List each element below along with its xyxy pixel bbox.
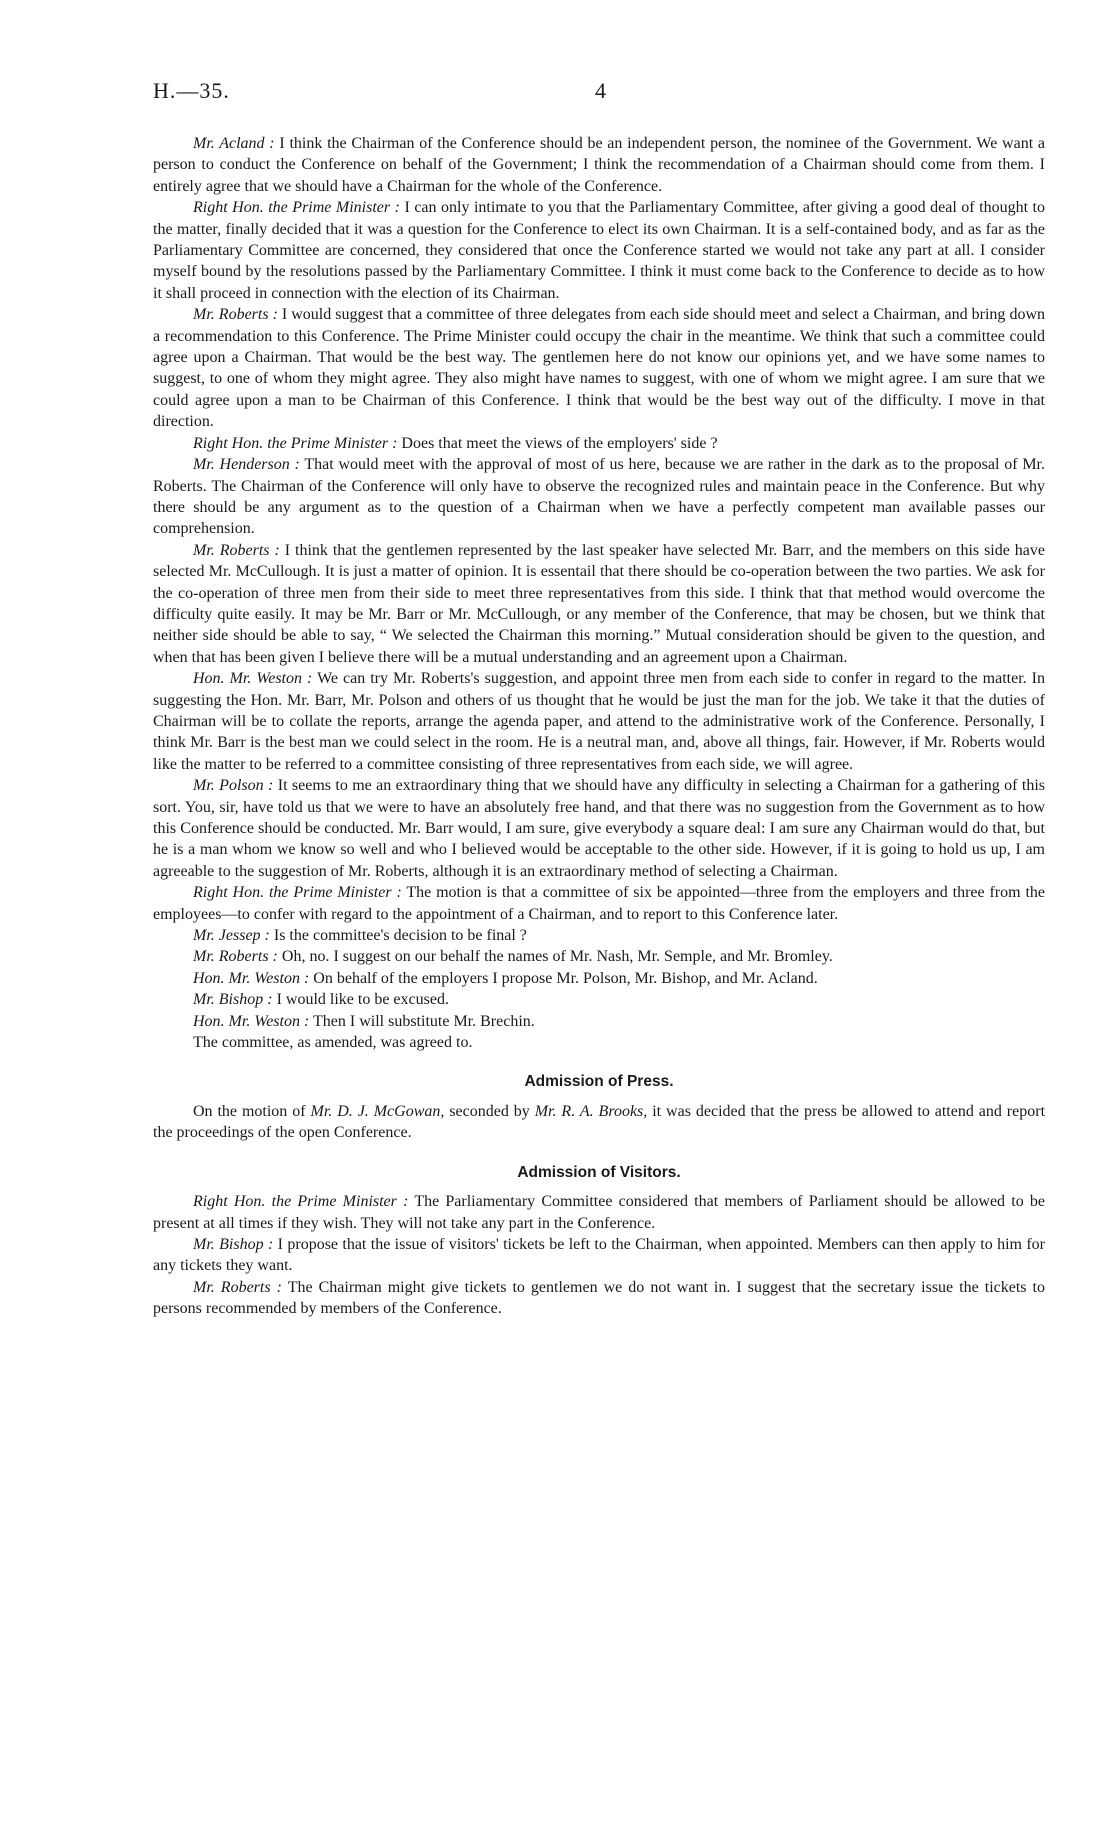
paragraph	[153, 968, 1045, 989]
speech-text: It seems to me an extraordinary thing that we should have any difficulty in selecting a Chairman for a gathering of this sort. You, sir, have told us that we were to have an absolutely free hand, and that there was no suggestion from the Government as to how this Conference should be conducted. Mr. Barr would, I am sure, give everybody a square deal: I am sure any Chairman would do that, but he is a man whom we know so well and who I believed would be acceptable to the other side. However, if it is going to hold us up, I am agreeable to the suggestion of Mr. Roberts, although it is an extraordinary method of selecting a Chairman.	[153, 777, 1045, 880]
speaker-name: Right Hon. the Prime Minister :	[193, 434, 398, 452]
paragraph	[153, 1277, 1045, 1320]
mover-name: Mr. D. J. McGowan,	[310, 1102, 445, 1120]
speech-text: The Parliamentary Committee considered that members of Parliament should be allowed to be present at all times if they wish. They will not take any part in the Conference.	[153, 1193, 1046, 1232]
speaker-name: Mr. Roberts :	[193, 306, 278, 324]
speaker-name: Mr. Henderson :	[193, 456, 300, 474]
speech-text: Is the committee's decision to be final ?	[269, 927, 527, 945]
speaker-name: Right Hon. the Prime Minister :	[193, 199, 400, 217]
paragraph	[153, 1101, 1045, 1144]
paragraph	[153, 882, 1045, 925]
speaker-name: Mr. Acland :	[193, 135, 275, 152]
speaker-name: Mr. Bishop :	[193, 991, 273, 1009]
speaker-name: Mr. Roberts :	[193, 948, 278, 966]
speaker-name: Mr. Roberts :	[193, 541, 280, 559]
speaker-name: Hon. Mr. Weston :	[193, 969, 310, 987]
paragraph	[153, 775, 1045, 882]
speech-text: I would suggest that a committee of three delegates from each side should meet and select a Chairman, and bring down a recommendation to this Conference. The Prime Minister could occupy the chair in the meantime. We think that such a committee could agree upon a Chairman. That would be the best way. The gentlemen here do not know our opinions yet, and we have some names to suggest, to one of whom they might agree. They also might have names to suggest, with one of whom we might agree. I am sure that we could agree upon a man to be Chairman of this Conference. I think that would be the best way out of the difficulty. I move in that direction.	[153, 306, 1045, 431]
speech-text: We can try Mr. Roberts's suggestion, and appoint three men from each side to confer in regard to the matter. In suggesting the Hon. Mr. Barr, Mr. Polson and others of us thought that he would be just the man for the job. We take it that the duties of Chairman will be to collate the reports, arrange the agenda paper, and attend to the administrative work of the Conference. Personally, I think Mr. Barr is the best man we could select in the room. He is a neutral man, and, above all things, fair. However, if Mr. Roberts would like the matter to be referred to a committee consisting of three representatives from each side, we will agree.	[153, 670, 1045, 773]
paragraph	[153, 989, 1045, 1010]
speech-text: Then I will substitute Mr. Brechin.	[309, 1012, 535, 1030]
speech-text: Does that meet the views of the employers' side ?	[397, 434, 718, 452]
motion-text: On the motion of	[193, 1102, 311, 1120]
speaker-name: Right Hon. the Prime Minister :	[193, 1193, 409, 1211]
paragraph	[153, 946, 1045, 967]
seconder-name: Mr. R. A. Brooks,	[534, 1102, 648, 1120]
speaker-name: Hon. Mr. Weston :	[193, 670, 313, 688]
paragraph	[153, 1032, 1045, 1053]
speech-text: I would like to be excused.	[272, 991, 449, 1009]
page-header	[153, 78, 1054, 108]
paragraph	[153, 433, 1045, 454]
speech-text: On behalf of the employers I propose Mr. Polson, Mr. Bishop, and Mr. Acland.	[309, 969, 818, 987]
paragraph	[153, 1191, 1045, 1234]
speech-text: That would meet with the approval of most of us here, because we are rather in the dark as to the proposal of Mr. Roberts. The Chairman of the Conference will only have to observe the recognized rules and maintain peace in the Conference. But why there should be any argument as to the question of a Chairman when we have a perfectly competent man available passes our comprehension.	[153, 456, 1046, 538]
speech-text: I can only intimate to you that the Parliamentary Committee, after giving a good deal of thought to the matter, finally decided that it was a question for the Conference to elect its own Chairman. It is a self-contained body, and as far as the Parliamentary Committee are concerned, they considered that once the Conference started we would not take any part at all. I consider myself bound by the resolutions passed by the Parliamentary Committee. I think it must come back to the Conference to decide as to how it shall proceed in connection with the election of its Chairman.	[153, 199, 1045, 302]
page-number: 4	[595, 78, 606, 103]
speech-text: The motion is that a committee of six be appointed—three from the employers and three from the employees—to confer with regard to the appointment of a Chairman, and to report to this Conference later.	[153, 884, 1045, 923]
speaker-name: Mr. Polson :	[193, 777, 274, 795]
speaker-name: Right Hon. the Prime Minister :	[193, 884, 402, 902]
paragraph	[153, 1234, 1045, 1277]
paragraph	[153, 1011, 1045, 1032]
speaker-name: Hon. Mr. Weston :	[193, 1012, 310, 1030]
speech-text: The Chairman might give tickets to gentlemen we do not want in. I suggest that the secretary issue the tickets to persons recommended by members of the Conference.	[153, 1278, 1046, 1318]
document-reference: H.—35.	[153, 78, 230, 103]
speech-text: I think that the gentlemen represented by the last speaker have selected Mr. Barr, and the members on this side have selected Mr. McCullough. It is just a matter of opinion. It is essentail that there should be co-operation between the two parties. We ask for the co-operation of three men from their side to meet three representatives from this side. I think that that method would overcome the difficulty quite easily. It may be Mr. Barr or Mr. McCullough, or any member of the Conference, that may be chosen, but we think that neither side should be able to say, “ We selected the Chairman this morning.” Mutual consideration should be given to the question, and when that has been given I believe there will be a mutual understanding and an agreement upon a Chairman.	[153, 541, 1045, 666]
motion-text: it was decided that the press be allowed to attend and report the proceedings of the open Conference.	[153, 1102, 1046, 1142]
paragraph	[153, 668, 1045, 775]
speaker-name: Mr. Roberts :	[193, 1278, 282, 1296]
speech-text: I propose that the issue of visitors' tickets be left to the Chairman, when appointed. Members can then apply to him for any tickets they want.	[153, 1235, 1045, 1275]
speaker-name: Mr. Bishop :	[193, 1235, 274, 1253]
section-heading-visitors: Admission of Visitors.	[517, 1163, 681, 1181]
speaker-name: Mr. Jessep :	[193, 927, 270, 945]
paragraph	[153, 133, 1045, 197]
section-heading-press: Admission of Press.	[524, 1073, 674, 1091]
paragraph	[153, 454, 1045, 540]
speech-text: The committee, as amended, was agreed to.	[193, 1034, 473, 1052]
paragraph	[153, 925, 1045, 946]
paragraph	[153, 540, 1045, 668]
paragraph	[153, 197, 1045, 304]
speech-text: I think the Chairman of the Conference should be an independent person, the nominee of the Government. We want a person to conduct the Conference on behalf of the Government; I think the recommendation of a Chairman should come from them. I entirely agree that we should have a Chairman for the whole of the Conference.	[153, 135, 1045, 195]
document-body	[153, 133, 1045, 1320]
speech-text: Oh, no. I suggest on our behalf the names of Mr. Nash, Mr. Semple, and Mr. Bromley.	[277, 948, 833, 966]
motion-text: seconded by	[444, 1102, 535, 1120]
paragraph	[153, 304, 1045, 432]
